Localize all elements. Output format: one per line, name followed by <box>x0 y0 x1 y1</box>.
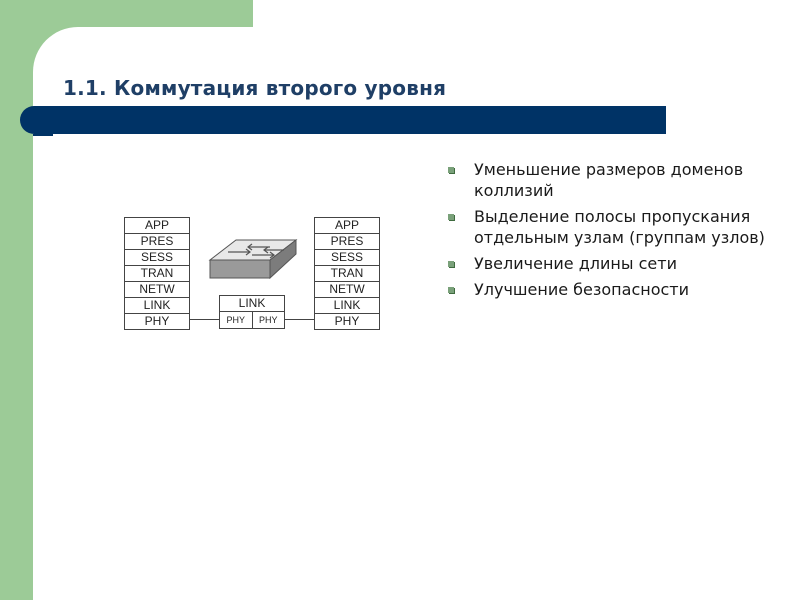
right-host-stack <box>314 217 380 330</box>
bullet-text: Улучшение безопасности <box>474 280 690 299</box>
layer-app: APP <box>125 218 189 234</box>
left-host-stack <box>124 217 190 330</box>
layer-phy: PHY <box>144 314 170 328</box>
connector-right <box>284 319 314 320</box>
layer-sess: SESS <box>315 250 379 266</box>
layer-link: LINK <box>125 298 189 314</box>
layer-pres: PRES <box>315 234 379 250</box>
layer-link: LINK <box>315 298 379 314</box>
bullet-text: Уменьшение размеров доменов коллизий <box>474 160 744 200</box>
network-switch-icon <box>208 238 298 280</box>
switch-phy-right: PHY <box>252 312 285 328</box>
switch-link-layer: LINK <box>220 296 284 312</box>
layer-netw: NETW <box>315 282 379 298</box>
switch-layer-box <box>219 295 285 329</box>
switch-phy-row <box>220 312 284 328</box>
bullet-text: Выделение полосы пропускания отдельным узлам (группам узлов) <box>474 207 765 247</box>
switch-phy-left: PHY <box>226 315 245 325</box>
layer-phy: PHY <box>334 314 360 328</box>
layer-app: APP <box>315 218 379 234</box>
layer-pres: PRES <box>125 234 189 250</box>
layer-netw: NETW <box>125 282 189 298</box>
layer-sess: SESS <box>125 250 189 266</box>
layer-tran: TRAN <box>315 266 379 282</box>
connector-left <box>189 319 219 320</box>
layer-tran: TRAN <box>125 266 189 282</box>
slide-title: 1.1. Коммутация второго уровня <box>63 76 447 100</box>
bullet-text: Увеличение длины сети <box>474 254 677 273</box>
